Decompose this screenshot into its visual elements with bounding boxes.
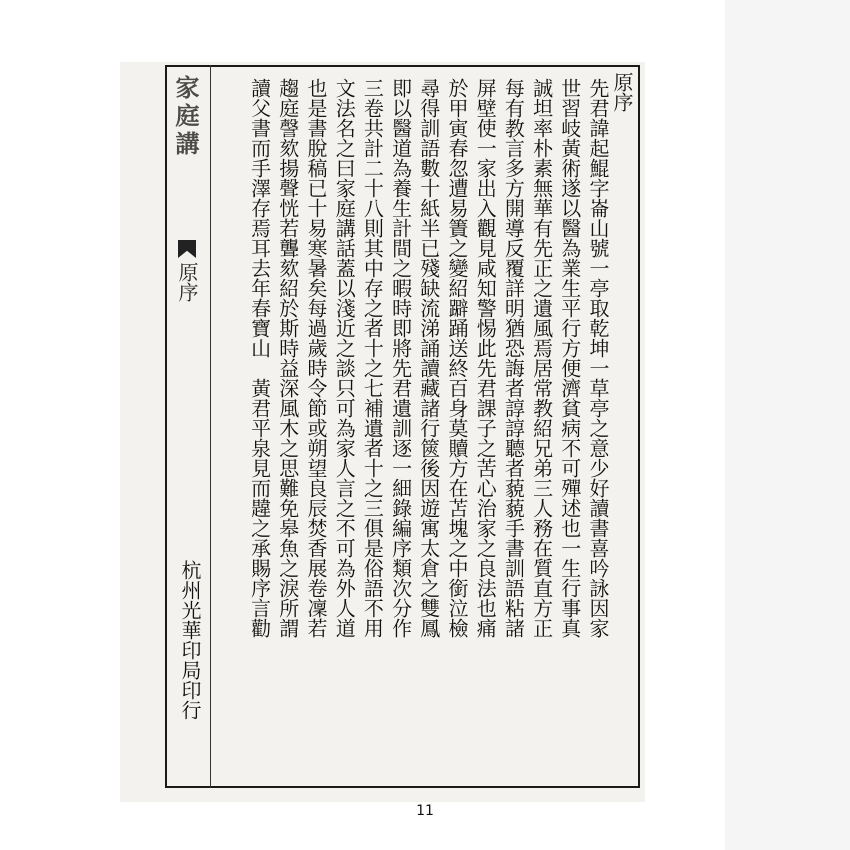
scan-edge bbox=[725, 0, 850, 850]
text-column: 讀父書而手澤存焉耳去年春寶山 黃君平泉見而韙之承賜序言勸 bbox=[247, 78, 272, 638]
margin-rule bbox=[210, 65, 211, 788]
text-column: 尋得訓語數十紙半已殘缺流涕誦讀藏諸行篋後因遊寓太倉之雙鳳 bbox=[416, 78, 441, 638]
margin-section-title: 原序 bbox=[175, 262, 199, 302]
text-column: 屏壁使一家出入觀見咸知警惕此先君課子之苦心治家之良法也痛 bbox=[473, 78, 498, 638]
text-column: 趨庭謦欬揚聲恍若聾欬紹於斯時益深風木之思難免皋魚之淚所謂 bbox=[275, 78, 300, 638]
text-column: 誠坦率朴素無華有先正之遺風焉居常教紹兄弟三人務在質直方正 bbox=[529, 78, 554, 638]
text-column: 於甲寅春忽遭易簀之變紹躃踊送終百身莫贖方在苫塊之中銜泣檢 bbox=[445, 78, 469, 638]
text-column: 三卷共計二十八則其中存之者十之七補遺者十之三俱是俗語不用 bbox=[360, 78, 385, 638]
text-column: 文法名之曰家庭講話蓋以淺近之談只可為家人言之不可為外人道 bbox=[332, 78, 357, 638]
text-column: 世習岐黃術遂以醫為業生平行方便濟貧病不可殫述也一生行事真 bbox=[557, 78, 582, 638]
section-heading: 原序 bbox=[610, 72, 634, 112]
frame-left-rule bbox=[165, 65, 167, 788]
margin-book-title: 家庭講 bbox=[171, 75, 200, 159]
text-column: 先君諱起鯤字崙山號一亭取乾坤一草亭之意少好讀書喜吟詠因家 bbox=[586, 78, 610, 638]
text-column: 也是書脫稿已十易寒暑矣每過歲時令節或朔望良辰焚香展卷凜若 bbox=[304, 78, 328, 638]
page-number: 11 bbox=[416, 803, 434, 819]
printer-imprint: 杭州光華印局印行 bbox=[178, 560, 202, 720]
text-column: 每有教言多方開導反覆詳明猶恐誨者諄諄聽者藐藐手書訓語粘諸 bbox=[501, 78, 526, 638]
text-column: 即以醫道為養生計間之暇時即將先君遺訓逐一細錄編序類次分作 bbox=[388, 78, 413, 638]
